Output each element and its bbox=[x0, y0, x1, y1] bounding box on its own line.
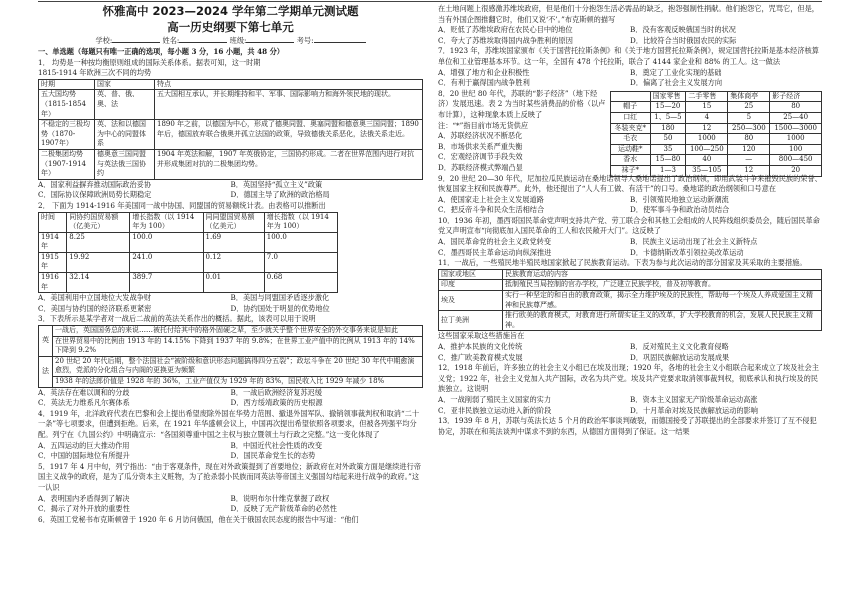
school-field[interactable] bbox=[112, 34, 160, 43]
id-field[interactable] bbox=[314, 34, 366, 43]
table-cell: 五大国均势（1815-1854 年） bbox=[39, 90, 95, 120]
table-cell: 100—250 bbox=[686, 144, 728, 155]
table-cell: 389.7 bbox=[130, 273, 203, 293]
option-a[interactable]: A．一战削弱了殖民主义国家的实力 bbox=[438, 394, 552, 404]
table-cell: 250—300 bbox=[728, 123, 770, 134]
q2-table bbox=[38, 212, 338, 294]
option-d[interactable]: D．苏联经济模式弊端凸显 bbox=[438, 162, 523, 172]
question-4 bbox=[38, 409, 423, 462]
table-cell: 二极集团均势（1907-1914 年） bbox=[39, 149, 95, 179]
table-cell: 1904 年英法和解，1907 年英俄协定，三国协约形成。二者在世界范围内进行对抗并形成集团对抗的二极集团均势。 bbox=[155, 149, 423, 179]
table-row bbox=[39, 273, 338, 293]
table-row bbox=[39, 90, 423, 120]
table-cell: 20 bbox=[770, 165, 822, 176]
table-cell: 冬装夹克* bbox=[611, 123, 651, 134]
table-cell: 241.0 bbox=[130, 252, 203, 272]
table-cell: 香水 bbox=[611, 155, 651, 166]
option-b[interactable]: B．民族主义运动出现了社会主义新特点 bbox=[630, 237, 758, 247]
option-b[interactable]: B．奠定了工业化实现的基础 bbox=[630, 67, 722, 77]
question-6-continued bbox=[438, 4, 822, 46]
table-header: 时间 bbox=[39, 212, 67, 232]
question-10 bbox=[438, 216, 822, 258]
option-c[interactable]: C．中国的国际地位有所提升 bbox=[38, 451, 130, 461]
table-row bbox=[611, 155, 822, 166]
option-d[interactable]: D．比较符合当时俄国农民的实际 bbox=[630, 35, 737, 45]
table-cell: 100.0 bbox=[264, 232, 337, 252]
option-c[interactable]: C．美国与协约国的经济联系更紧密 bbox=[38, 303, 152, 313]
option-c[interactable]: C．宏观经济调节手段失效 bbox=[438, 152, 523, 162]
q9-options bbox=[438, 195, 822, 216]
option-d[interactable]: D．十月革命对埃及民族解放运动的影响 bbox=[630, 405, 758, 415]
table-row bbox=[611, 123, 822, 134]
q1-table-caption: 1815-1914 年欧洲三次不同的均势 bbox=[38, 68, 152, 78]
q10-stem: 10．1936 年初，墨西哥国民革命党声明支持共产党、劳工联合会和其他工会组成的人民阵线组织委员会，随后国民革命党又声明宣布“向彻底加入国民革命的工人和农民敞开大门”。这反映了 bbox=[438, 215, 820, 236]
q6-stem: 6．英国工党秘书布克斯顿曾于 1920 年 6 月访问俄国，他在关于俄国农民态度的报告中写道：“他们 bbox=[38, 514, 359, 524]
question-7 bbox=[438, 46, 822, 88]
q13-stem: 13．1939 年 8 月，苏联与英法长达 5 个月的政治军事谈判破裂，而德国接受了苏联提出的全部要求并签订了互不侵犯协定，苏联在和英法谈判中谋求不到的东西，从德国方面得到了保证。这一结果 bbox=[438, 416, 817, 436]
table-cell: 埃及 bbox=[439, 291, 503, 311]
table-cell: 12 bbox=[728, 165, 770, 176]
table-cell: 35 bbox=[650, 144, 686, 155]
q11-table bbox=[438, 269, 822, 332]
table-cell: 英、普、俄、奥、法 bbox=[95, 90, 155, 120]
table-cell: 0.01 bbox=[203, 273, 264, 293]
option-b[interactable]: B．一战后欧洲经济复苏迟缓 bbox=[230, 387, 323, 397]
q7-stem: 7．1923 年，苏维埃国家颁布《关于国营托拉斯条例》和《关于地方国营托拉斯条例》，规定国营托拉斯是基本经济核算单位和工业管理基本环节。这一年，全国有 478 个托拉斯，联合了 4144 家企业和 88% 的工人。这一做法 bbox=[438, 46, 819, 66]
name-label: 姓名: bbox=[162, 36, 180, 45]
table-row bbox=[439, 291, 822, 311]
table-row bbox=[39, 232, 338, 252]
option-d[interactable]: D．协约国处于明显的优势地位 bbox=[230, 303, 330, 313]
option-b[interactable]: B．没有客观反映俄国当时的状况 bbox=[630, 25, 736, 35]
table-cell: 1915 年 bbox=[39, 252, 67, 272]
option-c[interactable]: C．亚非民族独立运动进入新的阶段 bbox=[438, 405, 552, 415]
option-a[interactable]: A．国家利益摒弃推动国际政治妥协 bbox=[38, 179, 152, 189]
option-d[interactable]: D．德国主导了欧洲的政治格局 bbox=[230, 190, 330, 200]
table-header: 影子经济 bbox=[770, 91, 822, 102]
table-cell: 0.12 bbox=[203, 252, 264, 272]
table-cell: — bbox=[728, 155, 770, 166]
q8-text-block bbox=[438, 89, 606, 174]
option-d[interactable]: D．反映了无产阶级革命的必然性 bbox=[230, 504, 337, 514]
table-cell: 实行一种坚定的和自由的教育政策，揭示全力维护埃及的民族性，帮助每一个埃及人养成爱国主义精神和民族尊严感。 bbox=[503, 291, 822, 311]
table-cell: 4 bbox=[686, 112, 728, 123]
table-row bbox=[439, 311, 822, 331]
table-row bbox=[39, 336, 423, 356]
option-a[interactable]: A．增强了地方和企业积极性 bbox=[438, 67, 530, 77]
table-row bbox=[611, 144, 822, 155]
table-header: 时期 bbox=[39, 79, 95, 90]
table-cell: 80 bbox=[770, 102, 822, 113]
option-c[interactable]: C．夸大了苏维埃取得国内战争胜利的原因 bbox=[438, 35, 573, 45]
option-a[interactable]: A．国民革命党的社会主义政党转变 bbox=[438, 237, 552, 247]
table-cell: 12 bbox=[686, 123, 728, 134]
question-1 bbox=[38, 58, 423, 201]
table-cell: 印度 bbox=[439, 280, 503, 291]
table-header: 国家 bbox=[95, 79, 155, 90]
table-cell: 0.68 bbox=[264, 273, 337, 293]
table-cell: 帽子 bbox=[611, 102, 651, 113]
table-header: 同协约国贸易额（亿美元） bbox=[67, 212, 130, 232]
table-row bbox=[611, 102, 822, 113]
q3-table bbox=[38, 325, 423, 388]
option-b[interactable]: B．英国坚持“孤立主义”政策 bbox=[230, 179, 323, 189]
option-a[interactable]: A．贬低了苏维埃政府在农民心目中的地位 bbox=[438, 25, 573, 35]
table-cell: 25 bbox=[728, 102, 770, 113]
option-b[interactable]: B．市场供求关系严重失衡 bbox=[438, 141, 523, 151]
q8-price-table bbox=[610, 91, 822, 177]
table-cell: 1916 年 bbox=[39, 273, 67, 293]
table-cell: 1890 年之前，以德国为中心，形成了德奥同盟、奥塞同盟和德意奥三国同盟；1890 年后，德国放弃联合俄奥并孤立法国的政策，导致德俄关系恶化，法俄关系走近。 bbox=[155, 120, 423, 150]
table-row bbox=[39, 326, 423, 337]
question-3 bbox=[38, 314, 423, 408]
table-cell: 袜子* bbox=[611, 165, 651, 176]
table-row bbox=[39, 120, 423, 150]
table-header-row bbox=[439, 269, 822, 280]
q11-after: 这些国家采取这些措施旨在 bbox=[438, 331, 525, 341]
option-a[interactable]: A．美国利用中立国地位大发战争财 bbox=[38, 293, 152, 303]
table-cell: 1.69 bbox=[203, 232, 264, 252]
table-cell: 50 bbox=[650, 134, 686, 145]
option-d[interactable]: D．使军事斗争和政治动员结合 bbox=[630, 205, 730, 215]
id-label: 考号: bbox=[296, 36, 314, 45]
row-label-fr: 法 bbox=[39, 356, 53, 387]
table-cell: 120 bbox=[728, 144, 770, 155]
q8-note: 注：“*”指目前市场无货供应 bbox=[438, 120, 529, 130]
question-12 bbox=[438, 363, 822, 416]
class-label: 班级: bbox=[229, 36, 247, 45]
school-label: 学校: bbox=[95, 36, 113, 45]
table-header: 国家零售 bbox=[650, 91, 686, 102]
option-c[interactable]: C．把反帝斗争和民众生活相结合 bbox=[438, 205, 545, 215]
table-cell: 40 bbox=[686, 155, 728, 166]
option-c[interactable]: C．国际协议保障欧洲局势长期稳定 bbox=[38, 190, 152, 200]
option-a[interactable]: A．五四运动的巨大推动作用 bbox=[38, 440, 130, 450]
table-cell: 五大国相互承认，并长期维持和平、军事、国际影响力和海外领民地的现状。 bbox=[155, 90, 423, 120]
table-cell: 15 bbox=[686, 102, 728, 113]
table-row bbox=[611, 134, 822, 145]
table-cell: 1914 年 bbox=[39, 232, 67, 252]
option-b[interactable]: B．反对殖民主义文化教育侵略 bbox=[630, 342, 729, 351]
option-c[interactable]: C．揭示了对外开放的重要性 bbox=[38, 504, 130, 514]
table-cell: 15—20 bbox=[650, 102, 686, 113]
option-d[interactable]: D．巩固民族解放运动发展成果 bbox=[630, 352, 730, 362]
table-row bbox=[39, 149, 423, 179]
table-row bbox=[39, 356, 423, 376]
table-cell: 100 bbox=[770, 144, 822, 155]
option-d[interactable]: D．国民革命党生长的态势 bbox=[230, 451, 316, 461]
q5-options bbox=[38, 494, 423, 515]
table-header: 同同盟国贸易额（亿美元） bbox=[203, 212, 264, 232]
table-cell: 25—40 bbox=[770, 112, 822, 123]
table-cell: 1938 年的法郎价值是 1928 年的 36%，工业产值仅为 1929 年的 83%，国民收入比 1929 年减少 18% bbox=[53, 377, 423, 388]
q1-stem: 1． 均势是一种按均衡原则组成的国际关系体系。据表可知，这一时期 bbox=[38, 57, 261, 67]
table-header: 特点 bbox=[155, 79, 423, 90]
table-cell: 口红 bbox=[611, 112, 651, 123]
q4-options bbox=[38, 441, 423, 462]
exam-title: 怀雅高中 2023—2024 学年第二学期单元测试题 bbox=[102, 4, 359, 18]
option-a[interactable]: A．推护本民族的文化传统 bbox=[438, 342, 523, 351]
q11-stem: 11．一战后，一些殖民地半殖民地国家掀起了民族教育运动。下表为参与此次运动的部分国家及其采取的主要措施。 bbox=[438, 258, 807, 268]
table-cell: 拉丁美洲 bbox=[439, 311, 503, 331]
table-row bbox=[439, 280, 822, 291]
q6-options bbox=[438, 25, 822, 46]
table-cell: 1000 bbox=[770, 134, 822, 145]
option-a[interactable]: A．表明国内矛盾得到了解决 bbox=[38, 493, 130, 503]
table-header: 增长指数（以 1914 年为 100） bbox=[264, 212, 337, 232]
q12-options bbox=[438, 395, 822, 416]
table-cell: 一战后，英国国务总的来说……被托付给其中的格外固硬之辈，至少就关乎整个世界安全的外交事务来说是如此 bbox=[53, 326, 423, 337]
q6-text: 在土地问题上很感激苏维埃政府，但是他们十分抱怨生活必需品的缺乏，抱怨强制性捐献。他们抱怨它，咒骂它，但是，当有外国企图推翻它时，他们又说‘不’。”布克斯顿的描写 bbox=[438, 4, 819, 24]
table-cell: 5 bbox=[728, 112, 770, 123]
left-column bbox=[38, 4, 423, 525]
table-cell: 35—105 bbox=[686, 165, 728, 176]
q5-stem: 5．1917 年 4 月中旬，列宁指出：“由于客观条件，现在对外政策提到了首要地位；新政府在对外政策方面是继续进行帝国主义战争的政府，是为了瓜分资本主义赃物，为了抢杀弱小民族而同英法等帝国主义强国勾结起来进行战争的政府。”这一认识 bbox=[38, 461, 421, 492]
table-cell: 1—3 bbox=[650, 165, 686, 176]
option-b[interactable]: B．引领殖民地独立运动新潮流 bbox=[630, 194, 729, 204]
option-c[interactable]: C．有利于赢得国内战争胜利 bbox=[438, 78, 530, 88]
table-cell: 20 世纪 20 年代后期，整个法国社会“被阶级和意识形态问题搞得四分五裂”；政坛斗争在 20 世纪 30 年代中期愈演愈烈，党派的分化组合与内阁的更换更为频繁 bbox=[53, 356, 423, 376]
table-cell: 180 bbox=[650, 123, 686, 134]
option-b[interactable]: B．中国近代社会性质的改变 bbox=[230, 440, 323, 450]
table-cell: 毛衣 bbox=[611, 134, 651, 145]
table-cell: 15—80 bbox=[650, 155, 686, 166]
table-header: 民族教育运动的内容 bbox=[503, 269, 822, 280]
table-cell: 不稳定的三极均势（1870-1907年） bbox=[39, 120, 95, 150]
option-b[interactable]: B．说明布尔什维克掌握了政权 bbox=[230, 493, 330, 503]
exam-subtitle: 高一历史纲要下第七单元 bbox=[167, 20, 294, 34]
q4-stem: 4．1919 年，北洋政府代表在巴黎和会上提出希望废除外国在华势力范围、撤退外国军队、撤销领事裁判权和取消“二十一条”等七项要求，但遭到拒绝。后来，在 1921 年华盛顿会议上，中国再次提出希望依照各项要求，但被各列强平均分配。列宁在《九国公约》中明确宣示：“各国须尊重中国之主权与独立暨领土与行政之完整。”这一变化体现了 bbox=[38, 408, 420, 439]
q12-stem: 12．1918 年前后，许多独立的社会主义小组已在埃及出现；1920 年，各地的社会主义小组联合起来成立了埃及社会主义党；1922 年，社会主义党加入共产国际，改名为共产党。埃及共产党要求取消领事裁判权，彻底承认和执行埃及的民族独立。这说明 bbox=[438, 363, 819, 394]
section-heading: 一、单选题（每题只有唯一正确的选项，每小题 3 分，16 小题，共 48 分） bbox=[38, 47, 284, 56]
table-cell: 80 bbox=[728, 134, 770, 145]
table-cell: 1、5—5 bbox=[650, 112, 686, 123]
table-cell: 1000 bbox=[686, 134, 728, 145]
table-header: 国家或地区 bbox=[439, 269, 503, 280]
option-c[interactable]: C．推广欧美教育模式发展 bbox=[438, 352, 523, 362]
q11-options bbox=[438, 342, 822, 363]
table-cell: 运动鞋* bbox=[611, 144, 651, 155]
table-cell: 德奥意三国同盟与英法俄三国协约 bbox=[95, 149, 155, 179]
q9-stem: 9．20 世纪 20—30 年代，尼加拉瓜民族运动在桑地诺领导人桑地诺提出了政治纲领，即用武装斗争来摧毁民族的荣誉、恢复国家主权和民族尊严。此外，他还提出了“人人有工做、有活干”的口号。桑地诺的政治纲领和口号意在 bbox=[438, 173, 822, 194]
question-8 bbox=[438, 89, 822, 174]
table-cell: 7.0 bbox=[264, 252, 337, 272]
q2-stem: 2． 下面为 1914-1916 年美国同一战中协国、同盟国的贸易额统计表。由表格可以推断出 bbox=[38, 200, 326, 210]
class-field[interactable] bbox=[246, 34, 294, 43]
option-d[interactable]: D．卡德纳斯改革引领拉美改革运动 bbox=[630, 247, 744, 257]
name-field[interactable] bbox=[179, 34, 227, 43]
question-2 bbox=[38, 201, 423, 315]
option-a[interactable]: A．英法存在难以调和的分歧 bbox=[38, 387, 130, 397]
q1-options bbox=[38, 180, 423, 201]
question-13 bbox=[438, 416, 822, 437]
option-b[interactable]: B．美国与同盟国矛盾逐步激化 bbox=[230, 293, 330, 303]
table-row bbox=[611, 112, 822, 123]
q1-table bbox=[38, 79, 423, 180]
top-rule bbox=[38, 1, 822, 2]
table-header-row bbox=[39, 212, 338, 232]
table-header: 集体商亭 bbox=[728, 91, 770, 102]
q3-stem: 3．下表所示是某学者对一战后二战前的英法关系作出的概括。据此，该表可以用于说明 bbox=[38, 314, 316, 324]
question-9 bbox=[438, 174, 822, 216]
option-d[interactable]: D．西方绥靖政策的历史根源 bbox=[230, 398, 323, 408]
table-header-row bbox=[611, 91, 822, 102]
table-cell: 100.0 bbox=[130, 232, 203, 252]
table-header bbox=[611, 91, 651, 102]
table-header: 增长指数（以 1914 年为 100） bbox=[130, 212, 203, 232]
student-info bbox=[38, 34, 423, 47]
table-cell: 推行欧美的教育模式，对教育进行所谓实证主义的改革，扩大学校教育的机会，发展人民民族主义精神。 bbox=[503, 311, 822, 331]
table-header: 二手零售 bbox=[686, 91, 728, 102]
table-row bbox=[39, 252, 338, 272]
right-column bbox=[438, 4, 822, 437]
table-cell: 在世界贸易中的比例由 1913 年的 14.15% 下降到 1937 年的 9.8%；在世界工业产值中的比例从 1913 年的 14% 下降到 9.2% bbox=[53, 336, 423, 356]
option-a[interactable]: A．苏联经济状况不断恶化 bbox=[438, 131, 523, 141]
table-cell: 32.14 bbox=[67, 273, 130, 293]
table-cell: 8.25 bbox=[67, 232, 130, 252]
table-cell: 1500—3000 bbox=[770, 123, 822, 134]
option-c[interactable]: C．墨西哥民主革命运动向纵深推进 bbox=[438, 247, 552, 257]
question-5 bbox=[38, 462, 423, 515]
table-row bbox=[39, 377, 423, 388]
question-6 bbox=[38, 515, 423, 526]
question-11 bbox=[438, 258, 822, 363]
q3-options bbox=[38, 388, 423, 409]
q7-options bbox=[438, 68, 822, 89]
q10-options bbox=[438, 237, 822, 258]
table-cell: 抵制殖民当局控制的官办学校，广泛建立民族学校，普及初等教育。 bbox=[503, 280, 822, 291]
table-cell: 19.92 bbox=[67, 252, 130, 272]
q8-stem: 8．20 世纪 80 年代，苏联的“影子经济”（地下经济）发展迅速。表 2 为当时某些消费品的价格（以卢布计算），这种现象本质上反映了 bbox=[438, 88, 606, 119]
option-c[interactable]: C．英法无力维系凡尔赛体系 bbox=[38, 398, 130, 408]
table-cell: 英、法和以德国为中心的同盟体系 bbox=[95, 120, 155, 150]
option-d[interactable]: D．偏离了社会主义发展方向 bbox=[630, 78, 723, 88]
option-a[interactable]: A．使国家走上社会主义发展道路 bbox=[438, 194, 544, 204]
row-label-uk: 英 bbox=[39, 326, 53, 357]
table-row bbox=[611, 165, 822, 176]
table-header-row bbox=[39, 79, 423, 90]
table-cell: 800—450 bbox=[770, 155, 822, 166]
option-b[interactable]: B．资本主义国家无产阶级革命运动高涨 bbox=[630, 394, 758, 404]
q2-options bbox=[38, 293, 423, 314]
